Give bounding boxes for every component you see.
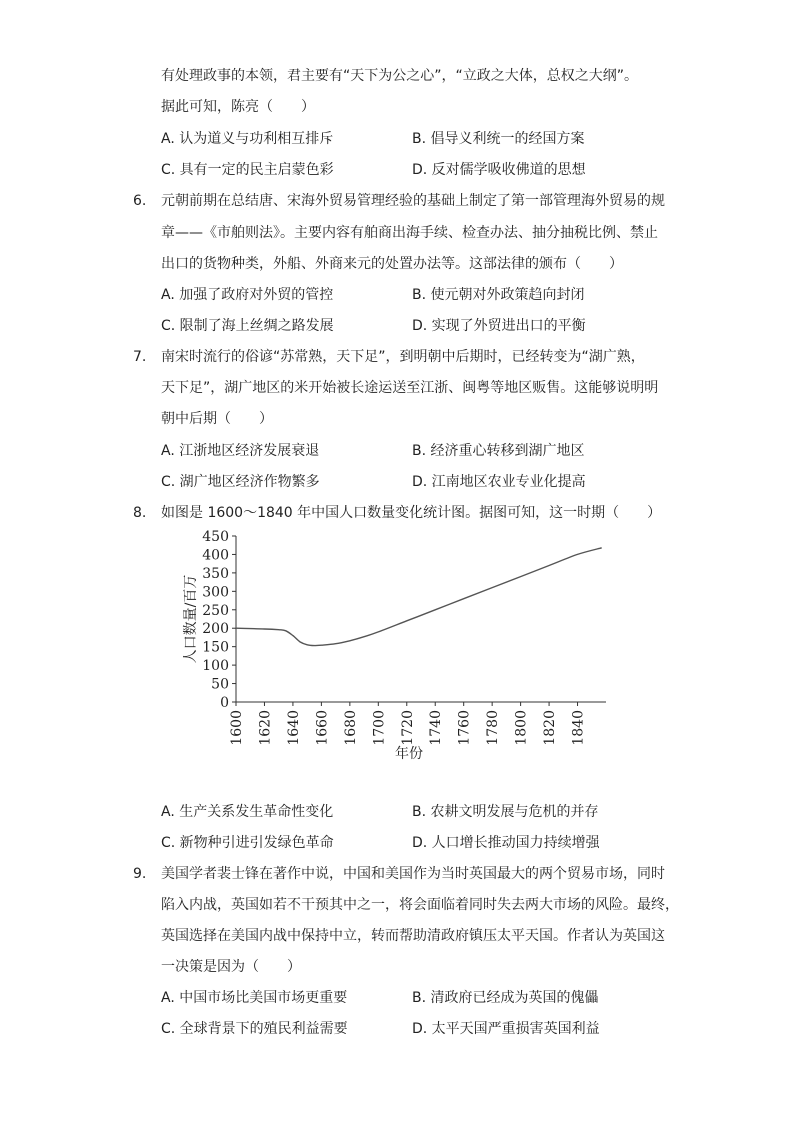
x-axis-label: 年份 [395,746,423,762]
x-tick-label: 1740 [428,710,445,746]
q8-option-b[interactable]: B. 农耕文明发展与危机的并存 [412,804,599,820]
q6-option-a[interactable]: A. 加强了政府对外贸的管控 [161,287,334,303]
x-tick-label: 1620 [257,710,274,746]
q9-option-b[interactable]: B. 清政府已经成为英国的傀儡 [412,990,599,1006]
q7-option-b[interactable]: B. 经济重心转移到湖广地区 [412,443,585,459]
q6-option-d[interactable]: D. 实现了外贸进出口的平衡 [412,318,586,334]
y-tick-label: 250 [202,602,229,619]
q5-option-b[interactable]: B. 倡导义利统一的经国方案 [412,131,585,147]
x-tick-label: 1680 [342,710,359,746]
x-tick-label: 1660 [314,710,331,746]
y-tick-label: 350 [202,565,229,582]
y-axis-label: 人口数量/百万 [183,574,199,664]
q9-option-a[interactable]: A. 中国市场比美国市场更重要 [161,990,348,1006]
q5-stem-line-1: 有处理政事的本领，君主要有“天下为公之心”，“立政之大体，总权之大纲”。 [161,68,639,84]
x-tick-label: 1820 [542,710,559,746]
y-tick-label: 150 [202,639,229,656]
q8-option-a[interactable]: A. 生产关系发生革命性变化 [161,804,334,820]
y-tick-label: 100 [202,658,229,675]
q8-number: 8. [133,505,147,521]
x-tick-label: 1760 [456,710,473,746]
q6-stem-line-1: 元朝前期在总结唐、宋海外贸易管理经验的基础上制定了第一部管理海外贸易的规 [161,193,665,209]
q7-option-c[interactable]: C. 湖广地区经济作物繁多 [161,474,320,490]
q6-stem-line-2: 章——《市舶则法》。主要内容有舶商出海手续、检查办法、抽分抽税比例、禁止 [161,225,658,241]
x-tick-label: 1600 [229,710,245,746]
q6-number: 6. [133,193,147,209]
q9-stem-line-3: 英国选择在美国内战中保持中立，转而帮助清政府镇压太平天国。作者认为英国这 [161,928,665,944]
x-tick-label: 1640 [285,710,302,746]
q5-option-a[interactable]: A. 认为道义与功利相互排斥 [161,131,334,147]
q9-number: 9. [133,866,147,882]
q6-stem-line-3: 出口的货物种类，外船、外商来元的处置办法等。这部法律的颁布（ ） [161,256,623,272]
q5-option-c[interactable]: C. 具有一定的民主启蒙色彩 [161,162,334,178]
y-tick-label: 400 [202,547,229,564]
x-tick-label: 1780 [485,710,502,746]
q9-stem-line-1: 美国学者裴士锋在著作中说，中国和美国作为当时英国最大的两个贸易市场，同时 [161,866,665,882]
q5-stem-line-2: 据此可知，陈亮（ ） [161,99,315,115]
x-tick-label: 1720 [399,710,416,746]
q6-option-c[interactable]: C. 限制了海上丝绸之路发展 [161,318,334,334]
q7-option-d[interactable]: D. 江南地区农业专业化提高 [412,474,586,490]
x-tick-label: 1700 [371,710,388,746]
q7-stem-line-1: 南宋时流行的俗谚“苏常熟，天下足”，到明朝中后期时，已经转变为“湖广熟， [161,349,645,365]
y-tick-label: 0 [220,695,229,711]
y-tick-label: 200 [202,621,229,638]
y-tick-label: 50 [211,676,229,693]
q7-option-a[interactable]: A. 江浙地区经济发展衰退 [161,443,320,459]
x-axis [229,702,606,746]
y-axis [202,529,236,711]
q5-option-d[interactable]: D. 反对儒学吸收佛道的思想 [412,162,586,178]
y-tick-label: 300 [202,584,229,601]
y-tick-label: 450 [202,529,229,545]
q7-stem-line-3: 朝中后期（ ） [161,411,273,427]
x-tick-label: 1800 [513,710,530,746]
q6-option-b[interactable]: B. 使元朝对外政策趋向封闭 [412,287,585,303]
q8-option-d[interactable]: D. 人口增长推动国力持续增强 [412,835,600,851]
q9-stem-line-4: 一决策是因为（ ） [161,959,301,975]
population-series-line [236,548,602,646]
q9-stem-line-2: 陷入内战，英国如若不干预其中之一，将会面临着同时失去两大市场的风险。最终， [161,897,679,913]
x-tick-label: 1840 [570,710,587,746]
q7-stem-line-2: 天下足”，湖广地区的米开始被长途运送至江浙、闽粤等地区贩售。这能够说明明 [161,380,659,396]
population-chart [178,526,618,776]
q7-number: 7. [133,349,147,365]
q8-stem-line-1: 如图是 1600～1840 年中国人口数量变化统计图。据图可知，这一时期（ ） [161,505,662,521]
q9-option-d[interactable]: D. 太平天国严重损害英国利益 [412,1021,600,1037]
q9-option-c[interactable]: C. 全球背景下的殖民利益需要 [161,1021,348,1037]
q8-option-c[interactable]: C. 新物种引进引发绿色革命 [161,835,334,851]
